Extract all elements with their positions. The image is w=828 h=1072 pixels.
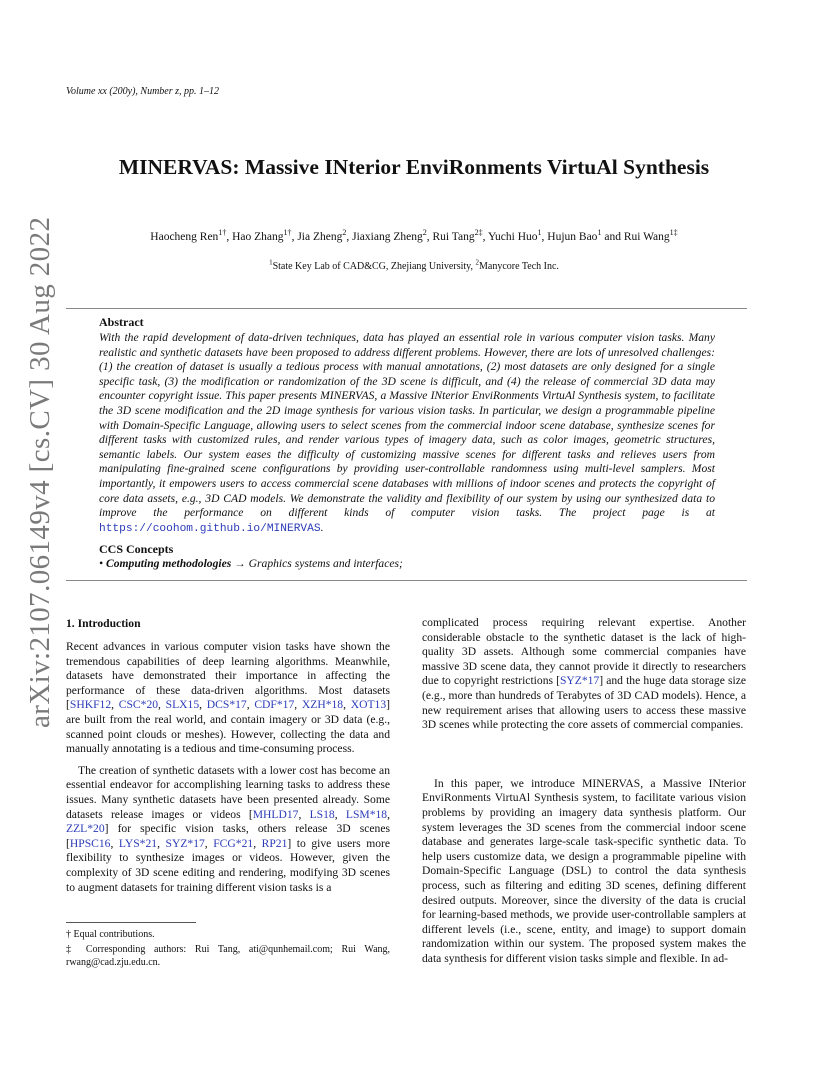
author-name: Haocheng Ren: [150, 231, 219, 243]
abstract-top-rule: [66, 308, 747, 309]
abstract-end: .: [320, 520, 324, 534]
intro-paragraph-1: Recent advances in various computer vision tasks have shown the tremendous capabilities of deep learning algorithms. Meanwhile, datasets have demonstrated their importance in affecting the performance of these data-driven algorithms. Most datasets [SHKF12, CSC*20, SLX15, DCS*17, CDF*17, XZH*18, XOT13] are built from the real world, and contain imagery or 3D data (e.g., scanned point clouds or meshes). However, collecting the data and manually annotating is a tedious and time-consuming process.: [66, 640, 391, 756]
author-name: Jiaxiang Zheng: [352, 231, 423, 243]
citation-link[interactable]: MHLD17: [252, 807, 299, 821]
author-name: Hujun Bao: [547, 231, 598, 243]
author-mark: 1: [537, 228, 542, 238]
author-name: Hao Zhang: [232, 231, 284, 243]
author-mark: 2: [342, 228, 347, 238]
journal-header: Volume xx (200y), Number z, pp. 1–12: [66, 86, 220, 97]
abstract-text: With the rapid development of data-driven techniques, data has played an essential role in various computer vision tasks. Many realistic and synthetic datasets have been proposed to address different problems. However, there are lots of unresolved challenges: (1) the creation of dataset is usually a tedious process with manual annotations, (2) most datasets are only designed for a single specific task, (3) the modification or randomization of the 3D scene is difficult, and (4) the release of commercial 3D data may encounter copyright issue. This paper presents MINERVAS, a Massive INterior EnviRonments VirtuAl Synthesis system, to facilitate the 3D scene modification and the 2D image synthesis for various vision tasks. In particular, we design a programmable pipeline with Domain-Specific Language, allowing users to select scenes from the commercial indoor scene database, synthesize scenes for different tasks with customized rules, and render various types of imagery data, such as color images, geometric structures, semantic labels. Our system eases the difficulty of customizing massive scenes for different tasks and relieves users from manipulating fine-grained scene configurations by providing user-controllable randomness using multi-level samplers. Most importantly, it empowers users to access commercial scene databases with millions of indoor scenes and protects the copyright of core data assets, e.g., 3D CAD models. We demonstrate the validity and flexibility of our system by using our synthesized data to improve the performance on different kinds of computer vision tasks. The project page is at: [99, 331, 715, 520]
footnote-rule: [66, 922, 196, 923]
affiliations: [0, 258, 828, 272]
citation-link[interactable]: ZZL*20: [66, 822, 105, 836]
ccs-arrow: →: [231, 557, 249, 570]
citation-link[interactable]: XZH*18: [301, 698, 344, 712]
author-name: Yuchi Huo: [487, 231, 538, 243]
ccs-heading: CCS Concepts: [99, 542, 174, 556]
citation-link[interactable]: SLX15: [165, 698, 200, 712]
author-name: Jia Zheng: [297, 231, 343, 243]
abstract-body: [99, 331, 715, 536]
intro-paragraph-2: The creation of synthetic datasets with a lower cost has become an essential endeavor for accomplishing learning tasks to address these issues. Many synthetic datasets have been presented already. Some datasets release images or videos [MHLD17, LS18, LSM*18, ZZL*20] for specific vision tasks, others release 3D scenes [HPSC16, LYS*21, SYZ*17, FCG*21, RP21] to give users more flexibility to synthesize images or videos. However, given the complexity of 3D scene editing and rendering, modifying 3D scenes to augment datasets for training different vision tasks is a: [66, 763, 391, 894]
author-mark: 1†: [283, 228, 292, 238]
author-mark: 1†: [218, 228, 227, 238]
citation-link[interactable]: CSC*20: [118, 698, 159, 712]
abstract-heading: Abstract: [99, 315, 144, 329]
author-name: Rui Tang: [432, 231, 475, 243]
citation-link[interactable]: HPSC16: [69, 836, 111, 850]
paper-title: MINERVAS: Massive INterior EnviRonments VirtuAl Synthesis: [118, 155, 710, 179]
affiliation-1: State Key Lab of CAD&CG, Zhejiang University,: [272, 261, 476, 272]
author-mark: 1: [597, 228, 602, 238]
left-column: [66, 640, 390, 895]
ccs-category: Computing methodologies: [105, 557, 232, 570]
citation-link[interactable]: LS18: [309, 807, 335, 821]
right-column: [422, 616, 746, 966]
citation-link[interactable]: XOT13: [350, 698, 387, 712]
citation-link[interactable]: SHKF12: [69, 698, 112, 712]
author-name: Rui Wang: [623, 231, 670, 243]
author-mark: 2‡: [474, 228, 483, 238]
footnote-1: † Equal contributions.: [66, 929, 155, 940]
ccs-bullet: •: [99, 557, 106, 570]
affiliation-2: Manycore Tech Inc.: [479, 261, 559, 272]
citation-link[interactable]: SYZ*17: [165, 836, 205, 850]
author-list: Haocheng Ren$^{1\dagger}$, Hao Zhang$^{1\dagger}$, Jia Zheng$^2$, Jiaxiang Zheng$^2$, Rui Tang$^{2\ddagger}$, Yuchi Huo$^1$, Hujun Bao$^1$ and Rui Wang$^{1\ddagger}$: [150, 228, 678, 243]
citation-link[interactable]: RP21: [261, 836, 288, 850]
intro-paragraph-3: complicated process requiring relevant expertise. Another considerable obstacle to the synthetic dataset is the lack of high-quality 3D assets. Although some commercial companies have massive 3D scene data, they cannot provide it directly to researchers due to copyright restrictions [SYZ*17] and the huge data storage size (e.g., more than hundreds of Terabytes of 3D CAD models). Hence, a new requirement arises that allowing users to access these massive 3D scenes while protecting the core assets of commercial companies.: [422, 616, 746, 732]
affiliation-mark: 2: [475, 258, 479, 267]
citation-link[interactable]: DCS*17: [206, 698, 247, 712]
abstract-bottom-rule: [66, 580, 747, 581]
citation-link[interactable]: CDF*17: [254, 698, 295, 712]
project-page-link[interactable]: https://coohom.github.io/MINERVAS: [99, 522, 321, 535]
author-mark: 1‡: [669, 228, 678, 238]
footnote-2: ‡ Corresponding authors: Rui Tang, ati@qunhemail.com; Rui Wang, rwang@cad.zju.edu.cn.: [66, 944, 391, 968]
ccs-concepts: [99, 557, 403, 570]
citation-link[interactable]: LYS*21: [118, 836, 158, 850]
ccs-subcategory: Graphics systems and interfaces;: [248, 557, 403, 570]
author-mark: 2: [422, 228, 427, 238]
citation-link[interactable]: LSM*18: [345, 807, 388, 821]
arxiv-stamp: arXiv:2107.06149v4 [cs.CV] 30 Aug 2022: [24, 216, 56, 728]
section-heading: 1. Introduction: [66, 617, 141, 630]
citation-link[interactable]: SYZ*17: [559, 674, 600, 688]
affiliation-mark: 1: [269, 258, 273, 267]
intro-paragraph-4: In this paper, we introduce MINERVAS, a Massive INterior EnviRonments VirtuAl Synthesis system, to facilitate various vision problems by providing an imagery data synthesis platform. Our system leverages the 3D scenes from the commercial indoor scene database and generates large-scale task-specific synthetic data. To help users customize data, we design a programmable pipeline with Domain-Specific Language (DSL) to control the data synthesis process, such as filtering and editing 3D scenes, defining different desired outputs. Moreover, since the diversity of the data is crucial for learning-based methods, we provide user-controllable samplers at different levels (i.e., scene, entity, and image) to support domain randomization within our system. The proposed system makes the data synthesis for different vision tasks simple and flexible. In ad-: [422, 776, 746, 965]
citation-link[interactable]: FCG*21: [213, 836, 254, 850]
